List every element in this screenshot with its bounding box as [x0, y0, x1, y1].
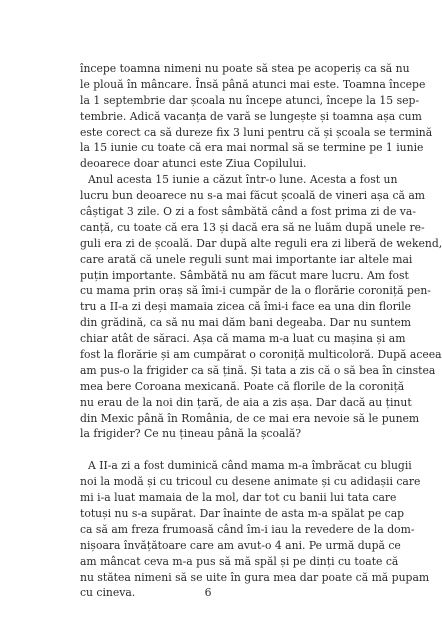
paragraph-gap — [80, 442, 367, 458]
text-line: mi i-a luat mamaia de la mol, dar tot cu banii lui tata care — [80, 491, 397, 505]
text-line: câștigat 3 zile. O zi a fost sâmbătă când a fost prima zi de va- — [80, 205, 416, 219]
text-line: nișoara învățătoare care am avut-o 4 ani. Pe urmă după ce — [80, 538, 401, 552]
text-line: care arată că unele reguli sunt mai importante iar altele mai — [80, 252, 413, 266]
text-line: din grădină, ca să nu mai dăm bani degeaba. Dar nu suntem — [80, 316, 412, 330]
text-line: totuși nu s-a supărat. Dar înainte de asta m-a spălat pe cap — [80, 506, 405, 520]
text-line: la frigider? Ce nu țineau până la școală? — [80, 427, 302, 441]
text-line: am mâncat ceva m-a pus să mă spăl și pe dinți cu toate că — [80, 554, 399, 568]
text-line: Anul acesta 15 iunie a căzut într-o lune. Acesta a fost un — [88, 173, 398, 187]
text-line: este corect ca să dureze fix 3 luni pentru că și școala se termină — [80, 125, 433, 139]
body-text — [80, 61, 442, 601]
text-line: fost la florărie și am cumpărat o coroniță multicoloră. După aceea — [80, 348, 442, 362]
paragraph — [80, 61, 433, 172]
text-line: începe toamna nimeni nu poate să stea pe acoperiș ca să nu — [80, 62, 410, 75]
text-line: cu mama prin oraș să îmi-i cumpăr de la o florărie coroniță pen- — [80, 284, 431, 298]
text-line: deoarece doar atunci este Ziua Copilului. — [80, 157, 307, 171]
text-line: la 1 septembrie dar școala nu începe atunci, începe la 15 sep- — [80, 93, 420, 107]
page-number: 6 — [204, 586, 212, 599]
text-line: noi la modă și cu tricoul cu desene animate și cu adidașii care — [80, 475, 421, 489]
text-line: tembrie. Adică vacanța de vară se lungește și toamna așa cum — [80, 109, 422, 123]
text-line: la 15 iunie cu toate că era mai normal să se termine pe 1 iunie — [80, 141, 424, 155]
text-line: chiar atât de săraci. Așa că mama m-a luat cu mașina și am — [80, 332, 406, 346]
text-line: am pus-o la frigider ca să țină. Și tata a zis că o să bea în cinstea — [80, 363, 436, 377]
text-line: tru a II-a zi deși mamaia zicea că îmi-i face ea una din florile — [80, 300, 412, 314]
text-line: din Mexic până în România, de ce mai era nevoie să le punem — [80, 411, 420, 425]
text-line: puțin importante. Sâmbătă nu am făcut mare lucru. Am fost — [80, 268, 409, 282]
text-line: le plouă în mâncare. Însă până atunci mai este. Toamna începe — [80, 77, 426, 91]
text-line: nu stătea nimeni să se uite în gura mea dar poate că mă pupam — [80, 570, 430, 584]
text-line: mea bere Coroana mexicană. Poate că florile de la coroniță — [80, 379, 405, 393]
text-line: A II-a zi a fost duminică când mama m-a îmbrăcat cu blugii — [88, 459, 412, 473]
text-line: cu cineva. — [80, 586, 136, 600]
text-line: lucru bun deoarece nu s-a mai făcut școală de vineri așa că am — [80, 189, 426, 203]
paragraph — [80, 172, 442, 442]
text-line: canță, cu toate că era 13 și dacă era să ne luăm după unele re- — [80, 220, 425, 234]
paragraph — [80, 458, 430, 601]
text-line: nu erau de la noi din țară, de aia a zis așa. Dar dacă au ținut — [80, 395, 412, 409]
text-line: guli era zi de școală. Dar după alte reguli era zi liberă de wekend, — [80, 236, 442, 250]
text-line: ca să am freza frumoasă când îm-i iau la revedere de la dom- — [80, 522, 415, 536]
